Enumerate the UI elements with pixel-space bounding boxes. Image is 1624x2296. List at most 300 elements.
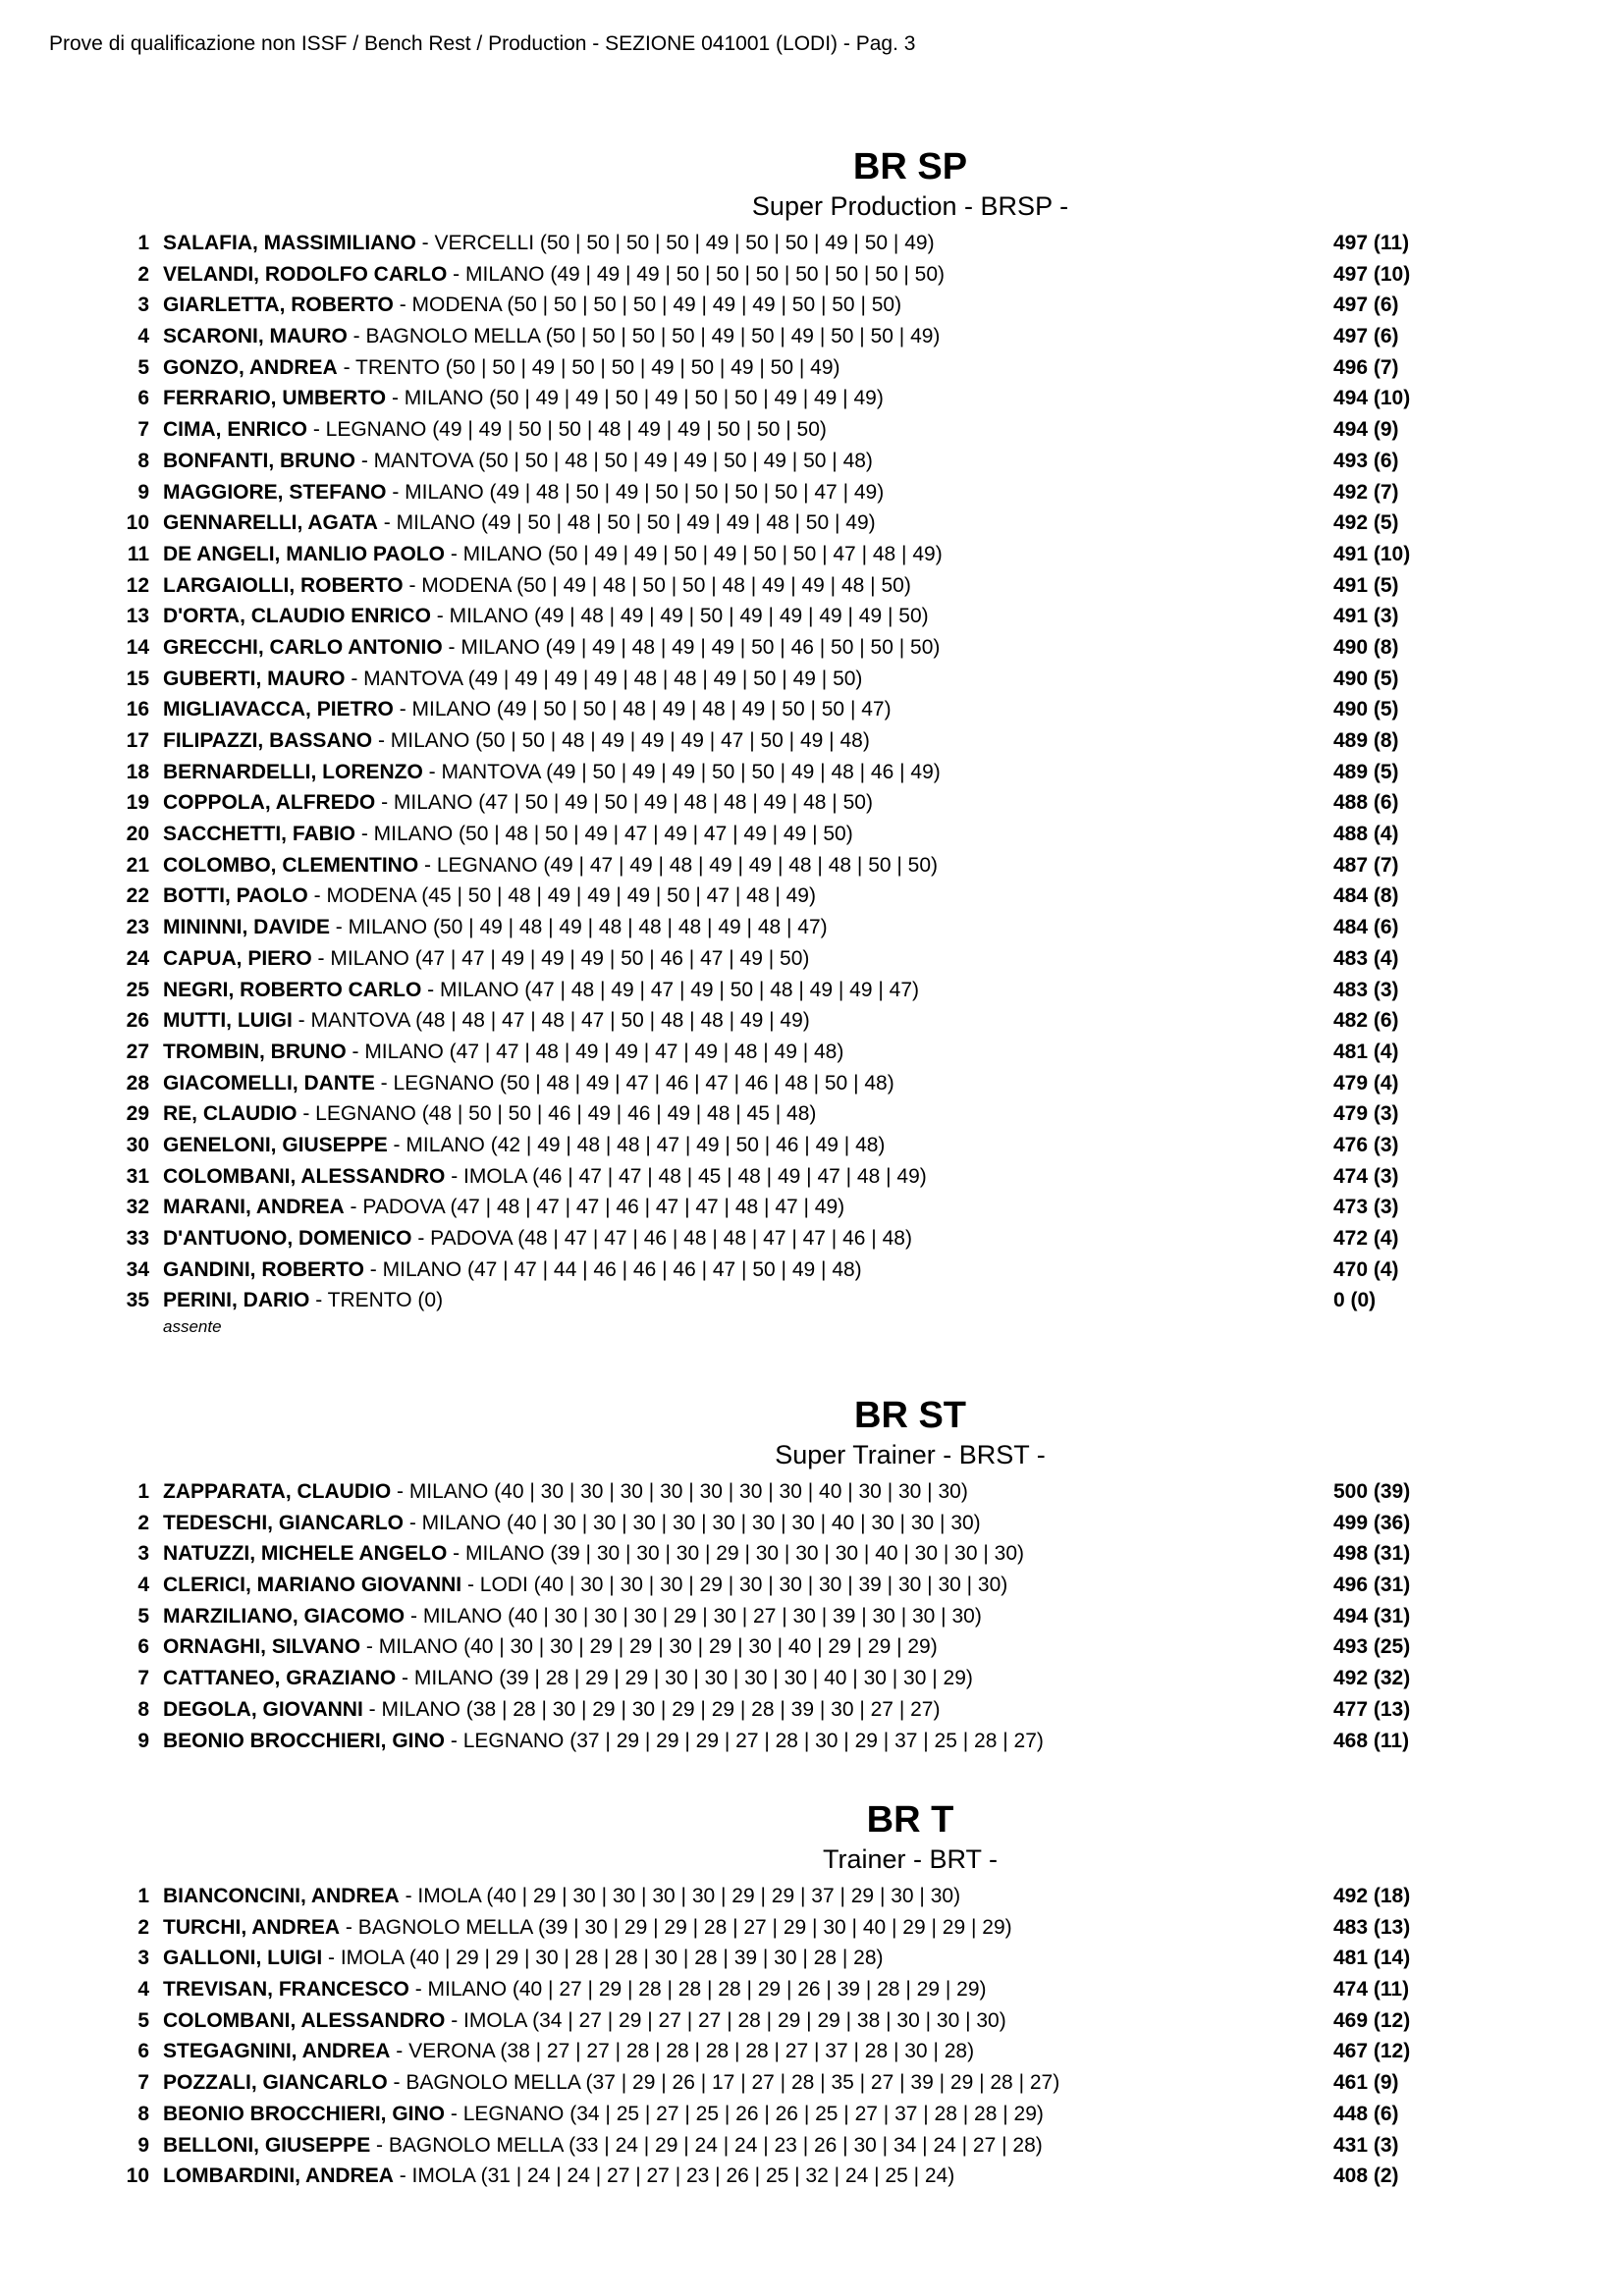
competitor-entry [163,1285,443,1316]
total-score: 496 (31) [1333,1574,1411,1597]
club-and-series: - MILANO (50 | 49 | 49 | 50 | 49 | 50 | 50 | 49 | 49 | 49) [386,387,884,410]
rank-number: 7 [137,418,149,442]
rank-number: 5 [137,1604,149,1628]
competitor-name: SACCHETTI, FABIO [163,823,356,846]
result-row [0,943,1624,975]
rank-number: 5 [137,2008,149,2032]
competitor-name: CIMA, ENRICO [163,418,307,442]
rank-number: 6 [137,387,149,410]
result-row [0,725,1624,757]
competitor-entry [163,290,901,321]
club-and-series: - PADOVA (47 | 48 | 47 | 47 | 46 | 47 | 47 | 48 | 47 | 49) [344,1196,845,1219]
total-score: 494 (9) [1333,418,1399,442]
result-row [0,539,1624,570]
rank-number: 28 [126,1071,149,1095]
club-and-series: - LODI (40 | 30 | 30 | 30 | 29 | 30 | 30 | 30 | 39 | 30 | 30 | 30) [461,1574,1008,1597]
rank-number: 1 [137,232,149,254]
competitor-entry [163,2067,1059,2099]
club-and-series: - MANTOVA (50 | 50 | 48 | 50 | 49 | 49 | 50 | 49 | 50 | 48) [355,449,873,472]
competitor-entry [163,383,884,414]
page-header: Prove di qualificazione non ISSF / Bench Rest / Production - SEZIONE 041001 (LODI) - Pag. 3 [49,32,916,55]
total-score: 0 (0) [1333,1289,1377,1312]
club-and-series: - BAGNOLO MELLA (33 | 24 | 29 | 24 | 24 | 23 | 26 | 30 | 34 | 24 | 27 | 28) [370,2133,1043,2157]
competitor-name: TREVISAN, FRANCESCO [163,1978,409,2002]
competitor-name: NEGRI, ROBERTO CARLO [163,978,422,1001]
club-and-series: - MILANO (38 | 28 | 30 | 29 | 30 | 29 | 29 | 28 | 39 | 30 | 27 | 27) [362,1697,941,1721]
rank-number: 29 [126,1102,149,1126]
total-score: 494 (31) [1333,1604,1411,1628]
result-row [0,2130,1624,2162]
total-score: 461 (9) [1333,2071,1399,2095]
competitor-entry [163,1223,912,1255]
competitor-name: NATUZZI, MICHELE ANGELO [163,1542,448,1566]
club-and-series: - MILANO (50 | 49 | 49 | 50 | 49 | 50 | 50 | 47 | 48 | 49) [445,542,943,565]
rank-number: 23 [126,916,149,939]
result-row [0,1508,1624,1539]
competitor-entry [163,1255,862,1286]
competitor-name: COLOMBANI, ALESSANDRO [163,1164,446,1188]
total-score: 483 (4) [1333,946,1399,970]
club-and-series: - IMOLA (40 | 29 | 29 | 30 | 28 | 28 | 30 | 28 | 39 | 30 | 28 | 28) [322,1947,884,1970]
competitor-name: DE ANGELI, MANLIO PAOLO [163,542,445,565]
rank-number: 3 [137,294,149,317]
result-row [0,507,1624,539]
rank-number: 24 [126,946,149,970]
competitor-name: CLERICI, MARIANO GIOVANNI [163,1574,462,1597]
rank-number: 3 [137,1947,149,1970]
competitor-entry [163,1631,938,1663]
total-score: 498 (31) [1333,1542,1411,1566]
club-and-series: - MANTOVA (49 | 49 | 49 | 49 | 48 | 48 | 49 | 50 | 49 | 50) [345,667,863,690]
rank-number: 6 [137,2040,149,2063]
competitor-name: BIANCONCINI, ANDREA [163,1885,400,1907]
total-score: 474 (3) [1333,1164,1399,1188]
club-and-series: - MILANO (47 | 50 | 49 | 50 | 49 | 48 | 48 | 49 | 48 | 50) [375,791,873,815]
total-score: 493 (25) [1333,1635,1411,1659]
section-subtitle: Trainer - BRT - [822,1844,999,1874]
competitor-entry [163,1912,1012,1944]
competitor-entry [163,819,853,850]
rank-number: 9 [137,1729,149,1752]
rank-number: 1 [137,1885,149,1907]
club-and-series: - MANTOVA (48 | 48 | 47 | 48 | 47 | 50 | 48 | 48 | 49 | 49) [292,1009,810,1033]
result-row [0,757,1624,788]
section-title: BR T [866,1799,954,1841]
competitor-entry [163,975,919,1006]
total-score: 492 (7) [1333,480,1399,504]
competitor-entry [163,601,929,632]
club-and-series: - IMOLA (34 | 27 | 29 | 27 | 27 | 28 | 29 | 29 | 38 | 30 | 30 | 30) [445,2008,1006,2032]
rank-number: 5 [137,355,149,379]
competitor-entry [163,1192,844,1223]
competitor-name: PERINI, DARIO [163,1289,310,1312]
total-score: 484 (8) [1333,884,1399,908]
competitor-name: TROMBIN, BRUNO [163,1040,347,1063]
rank-number: 8 [137,449,149,472]
total-score: 481 (4) [1333,1040,1399,1063]
rank-number: 2 [137,262,149,286]
competitor-name: GRECCHI, CARLO ANTONIO [163,635,443,659]
total-score: 448 (6) [1333,2102,1399,2125]
total-score: 479 (3) [1333,1102,1399,1126]
competitor-name: COPPOLA, ALFREDO [163,791,376,815]
club-and-series: - LEGNANO (37 | 29 | 29 | 29 | 27 | 28 | 30 | 29 | 37 | 25 | 28 | 27) [445,1729,1044,1752]
total-score: 474 (11) [1333,1978,1410,2002]
rank-number: 8 [137,2102,149,2125]
club-and-series: - MILANO (39 | 28 | 29 | 29 | 30 | 30 | 30 | 30 | 40 | 30 | 30 | 29) [396,1667,973,1690]
result-row [0,290,1624,321]
competitor-name: VELANDI, RODOLFO CARLO [163,262,448,286]
result-row [0,632,1624,664]
competitor-name: D'ANTUONO, DOMENICO [163,1227,412,1250]
rank-number: 4 [137,1978,149,2002]
section-br-sp [0,145,1624,1340]
club-and-series: - MILANO (47 | 47 | 44 | 46 | 46 | 46 | 47 | 50 | 49 | 48) [363,1257,862,1281]
result-row [0,1974,1624,2005]
competitor-name: DEGOLA, GIOVANNI [163,1697,363,1721]
rank-number: 16 [126,698,149,721]
result-row [0,1223,1624,1255]
rank-number: 26 [126,1009,149,1033]
result-row [0,446,1624,477]
club-and-series: - MILANO (47 | 47 | 48 | 49 | 49 | 47 | 49 | 48 | 49 | 48) [346,1040,844,1063]
competitor-entry [163,1130,885,1161]
result-row [0,601,1624,632]
rank-number: 32 [126,1196,149,1219]
result-row [0,321,1624,352]
competitor-name: GENELONI, GIUSEPPE [163,1133,388,1156]
result-row [0,259,1624,291]
competitor-name: RE, CLAUDIO [163,1102,298,1126]
club-and-series: - MILANO (42 | 49 | 48 | 48 | 47 | 49 | 50 | 46 | 49 | 48) [387,1133,886,1156]
competitor-entry [163,228,935,259]
rank-number: 6 [137,1635,149,1659]
club-and-series: - IMOLA (46 | 47 | 47 | 48 | 45 | 48 | 49 | 47 | 48 | 49) [445,1164,927,1188]
competitor-name: ZAPPARATA, CLAUDIO [163,1480,392,1503]
club-and-series: - MILANO (49 | 50 | 50 | 48 | 49 | 48 | 49 | 50 | 50 | 47) [393,698,892,721]
rank-number: 13 [126,605,149,628]
competitor-name: FILIPAZZI, BASSANO [163,729,373,752]
total-score: 493 (6) [1333,449,1399,472]
result-row [0,1726,1624,1757]
competitor-name: CAPUA, PIERO [163,946,312,970]
competitor-entry [163,632,940,664]
total-score: 408 (2) [1333,2164,1399,2188]
club-and-series: - MILANO (40 | 27 | 29 | 28 | 28 | 28 | 29 | 26 | 39 | 28 | 29 | 29) [408,1978,987,2002]
club-and-series: - LEGNANO (50 | 48 | 49 | 47 | 46 | 47 | 46 | 48 | 50 | 48) [374,1071,894,1095]
competitor-entry [163,1974,987,2005]
total-score: 481 (14) [1333,1947,1411,1970]
competitor-entry [163,1570,1007,1601]
rank-number: 4 [137,325,149,348]
competitor-entry [163,352,840,384]
competitor-name: CATTANEO, GRAZIANO [163,1667,397,1690]
total-score: 492 (5) [1333,511,1399,535]
club-and-series: - IMOLA (31 | 24 | 24 | 27 | 27 | 23 | 26 | 25 | 32 | 24 | 25 | 24) [393,2164,955,2188]
result-row [0,1601,1624,1632]
total-score: 484 (6) [1333,916,1399,939]
club-and-series: - LEGNANO (49 | 49 | 50 | 50 | 48 | 49 | 49 | 50 | 50 | 50) [307,418,827,442]
club-and-series: - MILANO (49 | 48 | 50 | 49 | 50 | 50 | 50 | 50 | 47 | 49) [386,480,885,504]
total-score: 497 (10) [1333,262,1411,286]
club-and-series: - MILANO (47 | 47 | 49 | 49 | 49 | 50 | 46 | 47 | 49 | 50) [311,946,810,970]
result-row [0,664,1624,695]
total-score: 492 (32) [1333,1667,1411,1690]
competitor-entry [163,2005,1006,2037]
club-and-series: - MILANO (49 | 48 | 49 | 49 | 50 | 49 | 49 | 49 | 49 | 50) [430,605,929,628]
competitor-entry [163,1161,927,1193]
competitor-entry [163,1037,843,1068]
total-score: 483 (3) [1333,978,1399,1001]
total-score: 483 (13) [1333,1915,1411,1939]
result-row [0,975,1624,1006]
competitor-entry [163,1726,1044,1757]
competitor-entry [163,2099,1044,2130]
total-score: 467 (12) [1333,2040,1411,2063]
competitor-entry [163,1005,810,1037]
result-row [0,228,1624,259]
total-score: 469 (12) [1333,2008,1411,2032]
competitor-name: D'ORTA, CLAUDIO ENRICO [163,605,431,628]
competitor-entry [163,446,873,477]
competitor-name: GONZO, ANDREA [163,355,338,379]
result-row [0,2036,1624,2067]
rank-number: 9 [137,2133,149,2157]
section-title: BR ST [854,1395,966,1436]
section-subtitle: Super Production - BRSP - [751,191,1069,221]
total-score: 500 (39) [1333,1480,1411,1503]
competitor-name: MIGLIAVACCA, PIETRO [163,698,394,721]
competitor-name: MAGGIORE, STEFANO [163,480,387,504]
rank-number: 10 [126,2164,149,2188]
result-row [0,1037,1624,1068]
club-and-series: - MILANO (40 | 30 | 30 | 30 | 30 | 30 | 30 | 30 | 40 | 30 | 30 | 30) [404,1511,981,1534]
competitor-entry [163,943,809,975]
competitor-name: GIACOMELLI, DANTE [163,1071,375,1095]
total-score: 496 (7) [1333,355,1399,379]
competitor-entry [163,664,862,695]
result-row [0,1068,1624,1099]
competitor-entry [163,2130,1043,2162]
competitor-entry [163,2036,974,2067]
competitor-entry [163,850,938,881]
total-score: 490 (8) [1333,635,1399,659]
result-row [0,2161,1624,2192]
rank-number: 30 [126,1133,149,1156]
result-row [0,2067,1624,2099]
total-score: 468 (11) [1333,1729,1410,1752]
rank-number: 7 [137,1667,149,1690]
result-row [0,1881,1624,1912]
section-br-st [0,1394,1624,1756]
result-row [0,1663,1624,1694]
club-and-series: - TRENTO (0) [309,1289,444,1312]
total-score: 497 (6) [1333,294,1399,317]
competitor-entry [163,725,870,757]
competitor-entry [163,912,828,943]
result-row [0,1192,1624,1223]
club-and-series: - MILANO (40 | 30 | 30 | 30 | 30 | 30 | 30 | 30 | 40 | 30 | 30 | 30) [391,1480,968,1503]
rank-number: 14 [126,635,149,659]
club-and-series: - MILANO (50 | 49 | 48 | 49 | 48 | 48 | 48 | 49 | 48 | 47) [329,916,828,939]
result-row [0,1538,1624,1570]
total-score: 479 (4) [1333,1071,1399,1095]
rank-number: 8 [137,1697,149,1721]
result-row [0,881,1624,912]
results-list [0,228,1624,1340]
result-row [0,1912,1624,1944]
result-row [0,2099,1624,2130]
club-and-series: - BAGNOLO MELLA (50 | 50 | 50 | 50 | 49 | 50 | 49 | 50 | 50 | 49) [347,325,941,348]
competitor-entry [163,1068,894,1099]
total-score: 472 (4) [1333,1227,1399,1250]
result-row [0,1285,1624,1316]
competitor-entry [163,414,827,446]
total-score: 470 (4) [1333,1257,1399,1281]
club-and-series: - MODENA (45 | 50 | 48 | 49 | 49 | 49 | 50 | 47 | 48 | 49) [307,884,816,908]
result-row [0,1255,1624,1286]
total-score: 497 (6) [1333,325,1399,348]
rank-number: 17 [126,729,149,752]
result-row [0,1631,1624,1663]
competitor-name: COLOMBO, CLEMENTINO [163,853,419,877]
total-score: 431 (3) [1333,2133,1399,2157]
competitor-entry [163,477,884,508]
rank-number: 12 [126,573,149,597]
total-score: 488 (4) [1333,823,1399,846]
section-br-t [0,1798,1624,2192]
rank-number: 9 [137,480,149,504]
club-and-series: - LEGNANO (34 | 25 | 27 | 25 | 26 | 26 | 25 | 27 | 37 | 28 | 28 | 29) [445,2102,1044,2125]
competitor-name: BEONIO BROCCHIERI, GINO [163,1729,446,1752]
result-row [0,850,1624,881]
total-score: 476 (3) [1333,1133,1399,1156]
total-score: 497 (11) [1333,232,1410,254]
competitor-entry [163,787,873,819]
club-and-series: - VERCELLI (50 | 50 | 50 | 50 | 49 | 50 | 50 | 49 | 50 | 49) [415,232,935,254]
total-score: 491 (5) [1333,573,1399,597]
competitor-entry [163,1694,940,1726]
result-row [0,352,1624,384]
result-row [0,570,1624,602]
total-score: 487 (7) [1333,853,1399,877]
club-and-series: - VERONA (38 | 27 | 27 | 28 | 28 | 28 | 28 | 27 | 37 | 28 | 30 | 28) [390,2040,975,2063]
rank-number: 11 [127,542,149,565]
rank-number: 20 [126,823,149,846]
competitor-name: TEDESCHI, GIANCARLO [163,1511,405,1534]
rank-number: 3 [137,1542,149,1566]
result-row [0,1943,1624,1974]
competitor-name: COLOMBANI, ALESSANDRO [163,2008,446,2032]
competitor-name: BERNARDELLI, LORENZO [163,760,423,783]
competitor-name: BONFANTI, BRUNO [163,449,355,472]
club-and-series: - MILANO (49 | 49 | 48 | 49 | 49 | 50 | 46 | 50 | 50 | 50) [442,635,941,659]
club-and-series: - MILANO (47 | 48 | 49 | 47 | 49 | 50 | 48 | 49 | 49 | 47) [421,978,919,1001]
competitor-entry [163,881,816,912]
result-row [0,477,1624,508]
club-and-series: - MODENA (50 | 49 | 48 | 50 | 50 | 48 | 49 | 49 | 48 | 50) [403,573,911,597]
club-and-series: - MILANO (40 | 30 | 30 | 30 | 29 | 30 | 27 | 30 | 39 | 30 | 30 | 30) [405,1604,982,1628]
competitor-entry [163,1098,816,1130]
competitor-name: BEONIO BROCCHIERI, GINO [163,2102,446,2125]
competitor-entry [163,539,943,570]
total-score: 490 (5) [1333,667,1399,690]
competitor-name: ORNAGHI, SILVANO [163,1635,361,1659]
competitor-entry [163,694,892,725]
competitor-name: GIARLETTA, ROBERTO [163,294,394,317]
result-row [0,819,1624,850]
section-title: BR SP [852,146,968,187]
competitor-name: BELLONI, GIUSEPPE [163,2133,371,2157]
total-score: 477 (13) [1333,1697,1411,1721]
club-and-series: - MODENA (50 | 50 | 50 | 50 | 49 | 49 | 49 | 50 | 50 | 50) [393,294,902,317]
competitor-name: GENNARELLI, AGATA [163,511,378,535]
total-score: 492 (18) [1333,1885,1411,1907]
total-score: 489 (8) [1333,729,1399,752]
club-and-series: - LEGNANO (48 | 50 | 50 | 46 | 49 | 46 | 49 | 48 | 45 | 48) [297,1102,817,1126]
club-and-series: - BAGNOLO MELLA (39 | 30 | 29 | 29 | 28 | 27 | 29 | 30 | 40 | 29 | 29 | 29) [340,1915,1012,1939]
total-score: 488 (6) [1333,791,1399,815]
rank-number: 35 [126,1289,149,1312]
club-and-series: - MILANO (49 | 50 | 48 | 50 | 50 | 49 | 49 | 48 | 50 | 49) [377,511,876,535]
competitor-name: GUBERTI, MAURO [163,667,346,690]
total-score: 494 (10) [1333,387,1411,410]
competitor-name: BOTTI, PAOLO [163,884,308,908]
club-and-series: - MILANO (49 | 49 | 49 | 50 | 50 | 50 | 50 | 50 | 50 | 50) [447,262,946,286]
competitor-name: GANDINI, ROBERTO [163,1257,364,1281]
competitor-entry [163,1881,960,1912]
absence-note: assente [163,1317,222,1337]
club-and-series: - LEGNANO (49 | 47 | 49 | 48 | 49 | 49 | 48 | 48 | 50 | 50) [418,853,939,877]
club-and-series: - BAGNOLO MELLA (37 | 29 | 26 | 17 | 27 | 28 | 35 | 27 | 39 | 29 | 28 | 27) [387,2071,1060,2095]
rank-number: 15 [126,667,149,690]
rank-number: 33 [126,1227,149,1250]
result-row [0,1694,1624,1726]
club-and-series: - MILANO (39 | 30 | 30 | 30 | 29 | 30 | 30 | 30 | 40 | 30 | 30 | 30) [447,1542,1024,1566]
club-and-series: - MILANO (40 | 30 | 30 | 29 | 29 | 30 | 29 | 30 | 40 | 29 | 29 | 29) [360,1635,938,1659]
result-row [0,1005,1624,1037]
total-score: 491 (10) [1333,542,1411,565]
rank-number: 31 [126,1164,149,1188]
total-score: 489 (5) [1333,760,1399,783]
club-and-series: - PADOVA (48 | 47 | 47 | 46 | 48 | 48 | 47 | 47 | 46 | 48) [411,1227,912,1250]
club-and-series: - MANTOVA (49 | 50 | 49 | 49 | 50 | 50 | 49 | 48 | 46 | 49) [422,760,941,783]
total-score: 490 (5) [1333,698,1399,721]
competitor-entry [163,570,911,602]
competitor-name: STEGAGNINI, ANDREA [163,2040,391,2063]
total-score: 473 (3) [1333,1196,1399,1219]
rank-number: 21 [126,853,149,877]
club-and-series: - MILANO (50 | 50 | 48 | 49 | 49 | 49 | 47 | 50 | 49 | 48) [372,729,870,752]
club-and-series: - MILANO (50 | 48 | 50 | 49 | 47 | 49 | 47 | 49 | 49 | 50) [355,823,853,846]
results-list [0,1881,1624,2192]
competitor-entry [163,321,940,352]
rank-number: 7 [137,2071,149,2095]
competitor-entry [163,259,945,291]
competitor-name: MARANI, ANDREA [163,1196,345,1219]
total-score: 482 (6) [1333,1009,1399,1033]
club-and-series: - IMOLA (40 | 29 | 30 | 30 | 30 | 30 | 29 | 29 | 37 | 29 | 30 | 30) [399,1885,961,1907]
competitor-name: TURCHI, ANDREA [163,1915,341,1939]
rank-number: 2 [137,1511,149,1534]
result-row [0,1570,1624,1601]
rank-number: 1 [137,1480,149,1503]
rank-number: 19 [126,791,149,815]
result-row [0,694,1624,725]
competitor-entry [163,1663,973,1694]
result-row [0,414,1624,446]
club-and-series: - TRENTO (50 | 50 | 49 | 50 | 50 | 49 | 50 | 49 | 50 | 49) [337,355,840,379]
